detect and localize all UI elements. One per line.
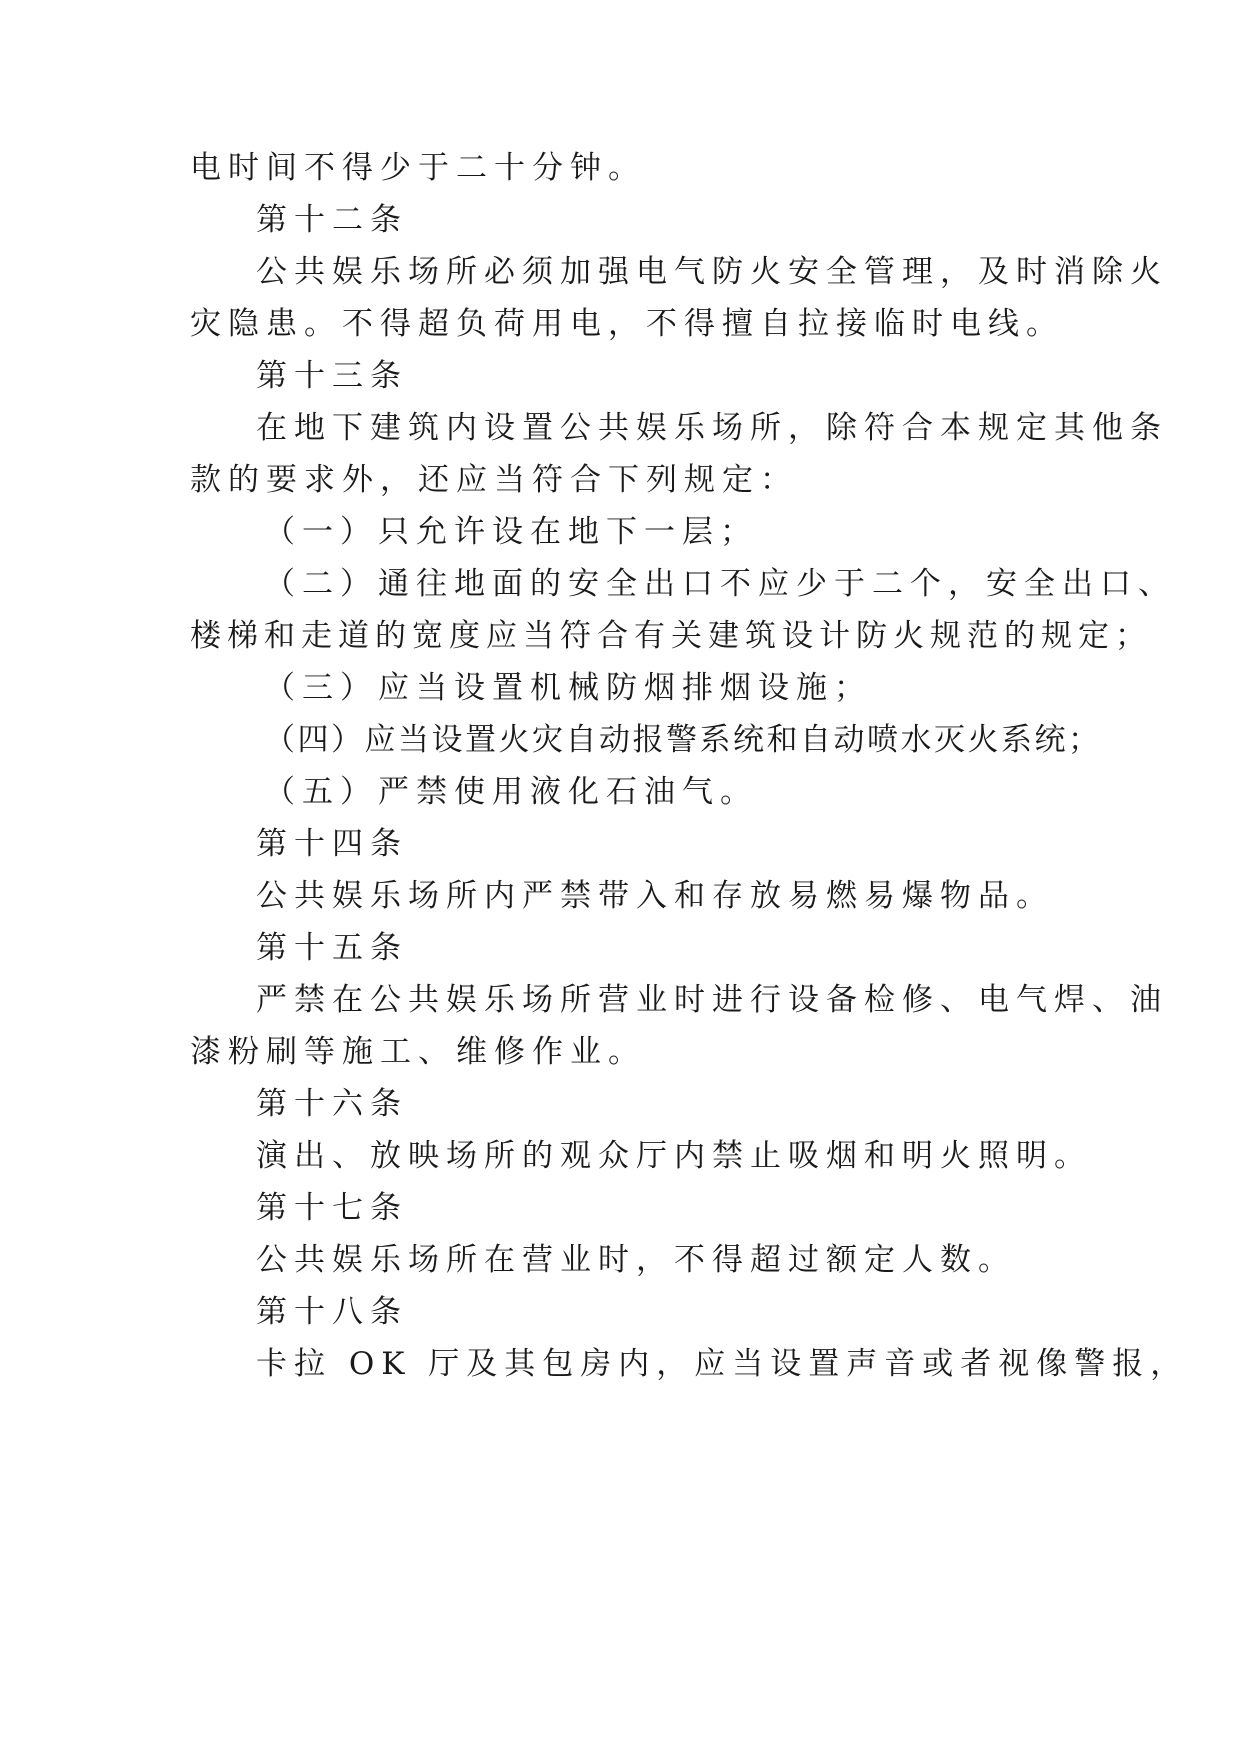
list-item: （一）只允许设在地下一层；	[264, 514, 758, 550]
article-heading: 第十二条	[256, 202, 408, 238]
text-line: 公共娱乐场所在营业时，不得超过额定人数。	[256, 1242, 1016, 1278]
text-line: 在地下建筑内设置公共娱乐场所，除符合本规定其他条	[256, 410, 1168, 446]
text-line: 公共娱乐场所必须加强电气防火安全管理，及时消除火	[256, 254, 1168, 290]
list-item: （五）严禁使用液化石油气。	[264, 774, 758, 810]
text-line: 灾隐患。不得超负荷用电，不得擅自拉接临时电线。	[190, 306, 1064, 342]
article-heading: 第十三条	[256, 358, 408, 394]
article-heading: 第十五条	[256, 930, 408, 966]
text-line: 漆粉刷等施工、维修作业。	[190, 1034, 646, 1070]
text-line: 楼梯和走道的宽度应当符合有关建筑设计防火规范的规定；	[190, 618, 1152, 654]
text-line: 款的要求外，还应当符合下列规定：	[190, 462, 798, 498]
article-heading: 第十六条	[256, 1086, 408, 1122]
list-item: （二）通往地面的安全出口不应少于二个，安全出口、	[264, 566, 1176, 602]
article-heading: 第十四条	[256, 826, 408, 862]
text-line: 公共娱乐场所内严禁带入和存放易燃易爆物品。	[256, 878, 1054, 914]
article-heading: 第十七条	[256, 1190, 408, 1226]
text-line: 卡拉 OK 厅及其包房内，应当设置声音或者视像警报，	[256, 1346, 1189, 1382]
text-line: 演出、放映场所的观众厅内禁止吸烟和明火照明。	[256, 1138, 1092, 1174]
list-item: （三）应当设置机械防烟排烟设施；	[264, 670, 872, 706]
text-line: 严禁在公共娱乐场所营业时进行设备检修、电气焊、油	[256, 982, 1168, 1018]
text-line: 电时间不得少于二十分钟。	[190, 150, 646, 186]
list-item: （四）应当设置火灾自动报警系统和自动喷水灭火系统；	[264, 722, 1102, 758]
article-heading: 第十八条	[256, 1294, 408, 1330]
